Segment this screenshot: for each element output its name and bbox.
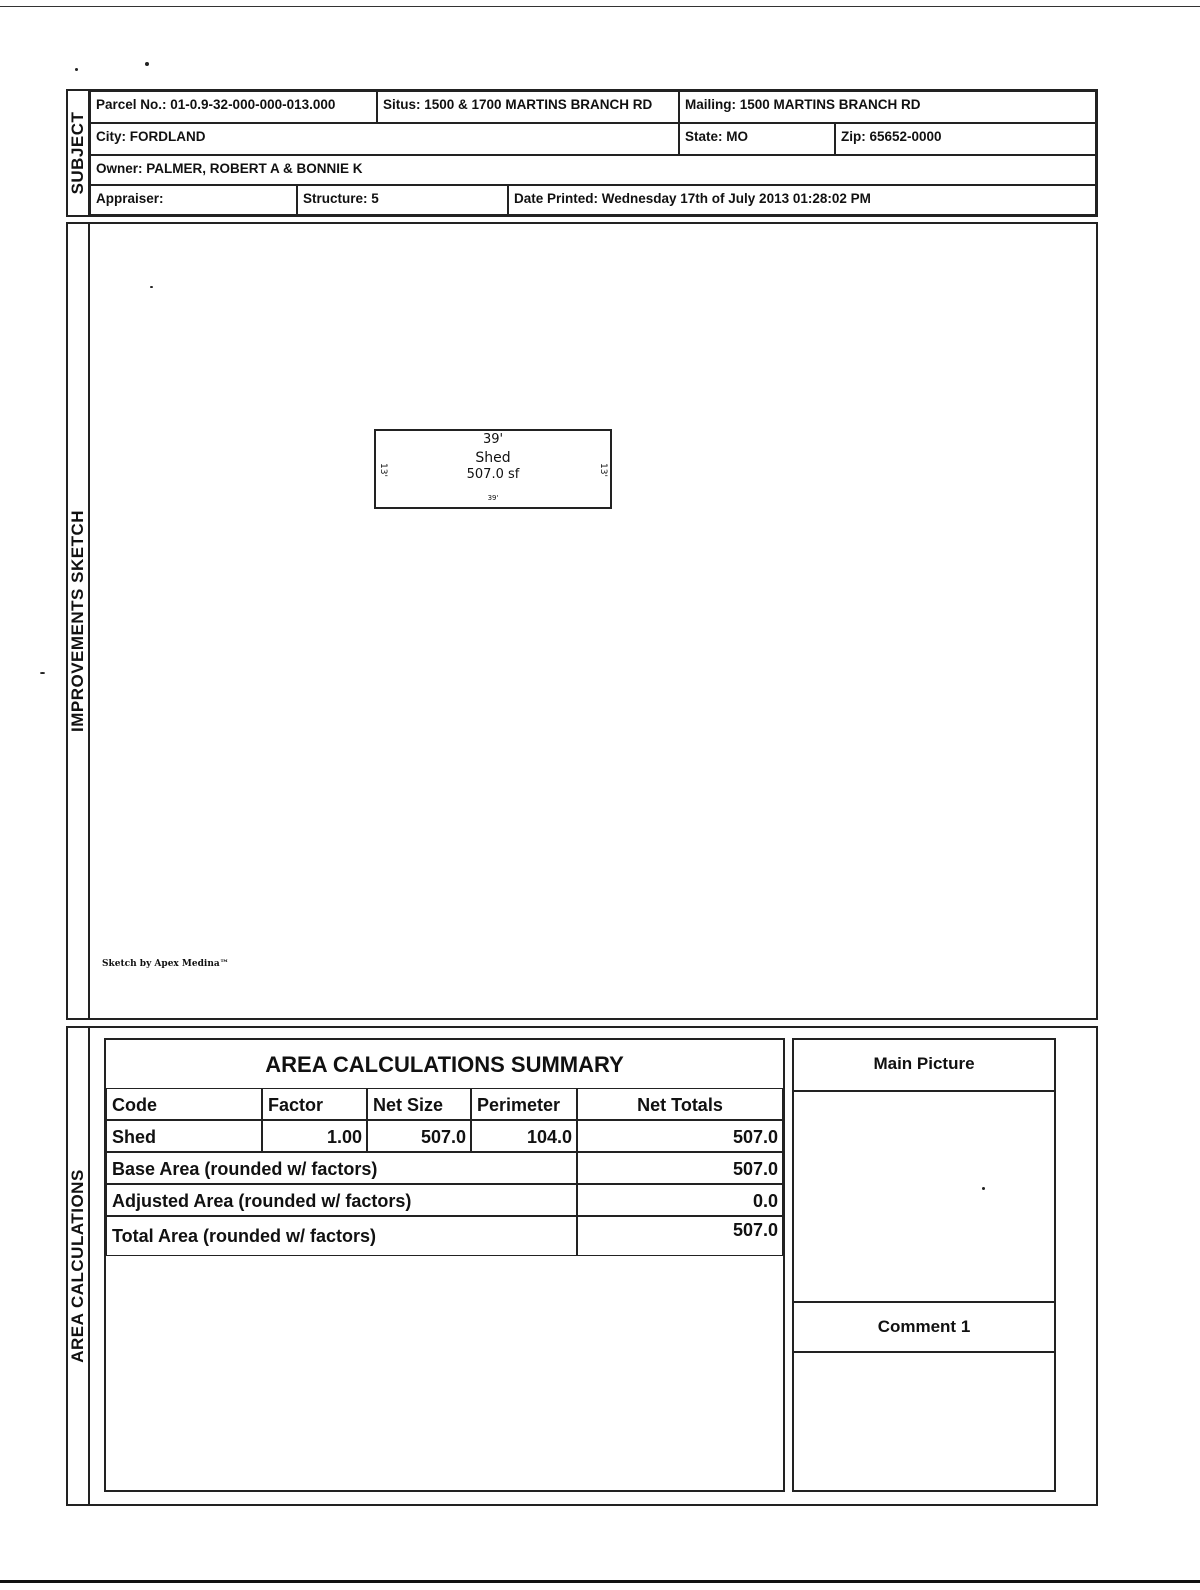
bottom-border-line <box>0 1580 1200 1583</box>
area-calc-section-label: AREA CALCULATIONS <box>68 1169 87 1363</box>
col-header-net-size: Net Size <box>367 1088 471 1120</box>
comment-area <box>794 1353 1054 1490</box>
row-perimeter-cell: 104.0 <box>471 1120 577 1152</box>
parcel-number-field: Parcel No.: 01-0.9-32-000-000-013.000 <box>90 91 377 123</box>
improvements-sketch-section <box>66 222 1098 1020</box>
sketch-section-label: IMPROVEMENTS SKETCH <box>68 509 87 733</box>
shed-top-dimension: 39' <box>482 432 504 447</box>
area-calculations-section <box>66 1026 1098 1506</box>
scan-speck <box>150 286 153 288</box>
scan-speck <box>75 68 78 71</box>
scan-speck <box>40 672 45 674</box>
adjusted-area-label: Adjusted Area (rounded w/ factors) <box>106 1184 577 1216</box>
main-picture-title: Main Picture <box>794 1040 1054 1092</box>
mailing-field: Mailing: 1500 MARTINS BRANCH RD <box>679 91 1096 123</box>
area-summary-title: AREA CALCULATIONS SUMMARY <box>265 1052 624 1077</box>
situs-field: Situs: 1500 & 1700 MARTINS BRANCH RD <box>377 91 679 123</box>
shed-right-dimension: 13' <box>597 463 608 477</box>
adjusted-area-value: 0.0 <box>577 1184 783 1216</box>
shed-outline <box>374 429 612 509</box>
col-header-perimeter: Perimeter <box>471 1088 577 1120</box>
top-border-line <box>0 6 1200 7</box>
state-field: State: MO <box>679 123 835 155</box>
row-code-cell: Shed <box>106 1120 262 1152</box>
shed-name-label: Shed <box>475 450 511 466</box>
main-picture-area <box>794 1092 1054 1301</box>
total-area-value: 507.0 <box>577 1216 783 1256</box>
total-area-label: Total Area (rounded w/ factors) <box>106 1216 577 1256</box>
base-area-label: Base Area (rounded w/ factors) <box>106 1152 577 1184</box>
scan-speck <box>145 62 149 66</box>
row-net-size-cell: 507.0 <box>367 1120 471 1152</box>
subject-section <box>66 89 1098 217</box>
shed-left-dimension: 13' <box>377 463 388 477</box>
base-area-value: 507.0 <box>577 1152 783 1184</box>
zip-field: Zip: 65652-0000 <box>835 123 1096 155</box>
row-factor-cell: 1.00 <box>262 1120 367 1152</box>
subject-sidebar <box>68 91 90 215</box>
area-calc-sidebar <box>68 1028 90 1504</box>
scan-speck <box>982 1187 985 1190</box>
shed-bottom-dimension: 39' <box>487 494 499 502</box>
picture-panel <box>792 1038 1056 1492</box>
col-header-code: Code <box>106 1088 262 1120</box>
sketch-credit: Sketch by Apex Medina™ <box>102 959 229 969</box>
sketch-sidebar <box>68 224 90 1018</box>
col-header-factor: Factor <box>262 1088 367 1120</box>
subject-section-label: SUBJECT <box>68 111 87 195</box>
owner-field: Owner: PALMER, ROBERT A & BONNIE K <box>90 155 1096 185</box>
city-field: City: FORDLAND <box>90 123 679 155</box>
area-summary-box <box>104 1038 785 1492</box>
comment-title: Comment 1 <box>794 1301 1054 1353</box>
col-header-net-totals: Net Totals <box>577 1088 783 1120</box>
shed-area-label: 507.0 sf <box>466 467 520 482</box>
date-printed-field: Date Printed: Wednesday 17th of July 2013 01:28:02 PM <box>508 185 1096 215</box>
appraiser-field: Appraiser: <box>90 185 297 215</box>
row-net-total-cell: 507.0 <box>577 1120 783 1152</box>
structure-field: Structure: 5 <box>297 185 508 215</box>
